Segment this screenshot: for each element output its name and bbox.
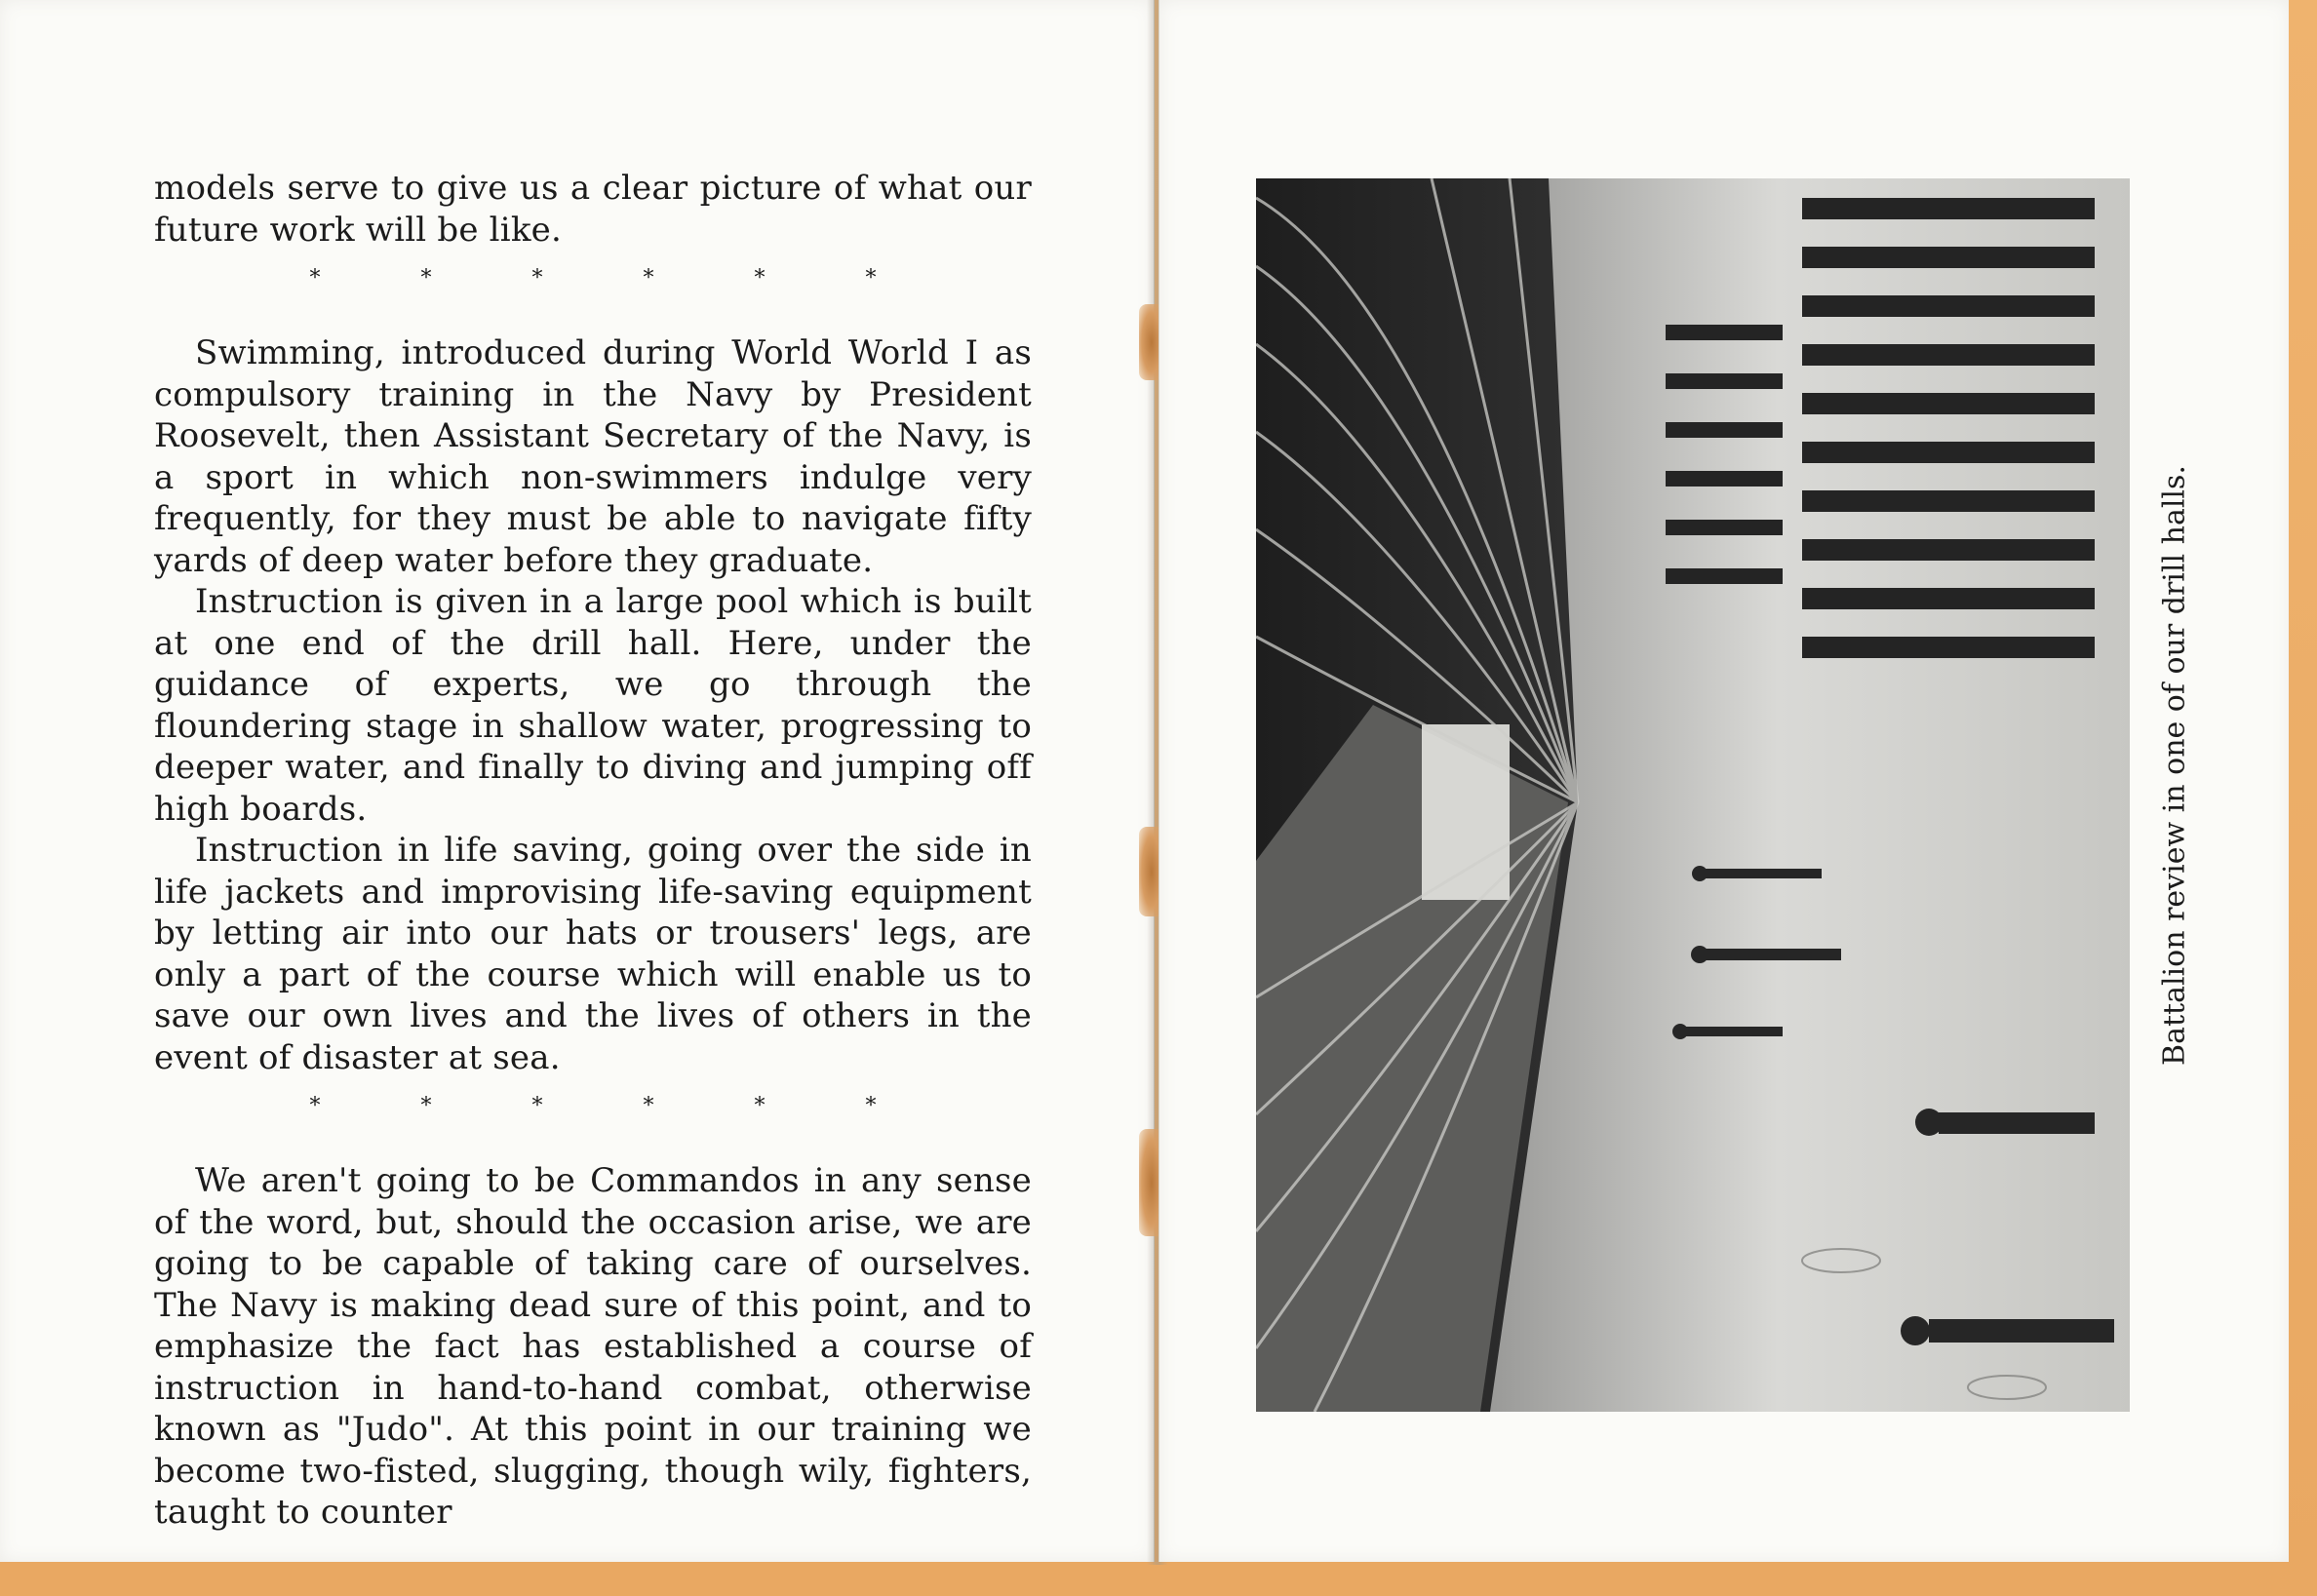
paragraph-pool-instruction: Instruction is given in a large pool which is built at one end of the drill hall. Here, under the guidance of experts, we go through the floundering stage in shallow water, progressing to deeper water, and finally to diving and jumping off high boards. [154,582,1032,829]
section-divider: * * * * * * [309,1094,923,1118]
section-divider: * * * * * * [309,266,923,291]
left-page-text [154,168,1032,1534]
paragraph-swimming: Swimming, introduced during World World I as compulsory training in the Navy by President Roosevelt, then Assistant Secretary of the Navy, is a sport in which non-swimmers indulge very frequently, for they must be able to navigate fifty yards of deep water before they graduate. [154,333,1032,580]
paragraph-judo: We aren't going to be Commandos in any sense of the word, but, should the occasion arise, we are going to be capable of taking care of ourselves. The Navy is making dead sure of this point, and to emphasize the fact has established a course of instruction in hand-to-hand combat, otherwise known as "Judo". At this point in our training we become two-fisted, slugging, though wily, fighters, taught to counter [154,1161,1032,1532]
paragraph-continued: models serve to give us a clear picture of what our future work will be like. [154,169,1032,250]
drill-hall-photo [1256,178,2130,1412]
left-page [0,0,1155,1562]
paragraph-life-saving: Instruction in life saving, going over the side in life jackets and improvising life-saving equipment by letting air into our hats or trousers' legs, are only a part of the course which will enable us to save our own lives and the lives of others in the event of disaster at sea. [154,831,1032,1077]
caption-text: Battalion review in one of our drill halls. [2157,465,2192,1066]
